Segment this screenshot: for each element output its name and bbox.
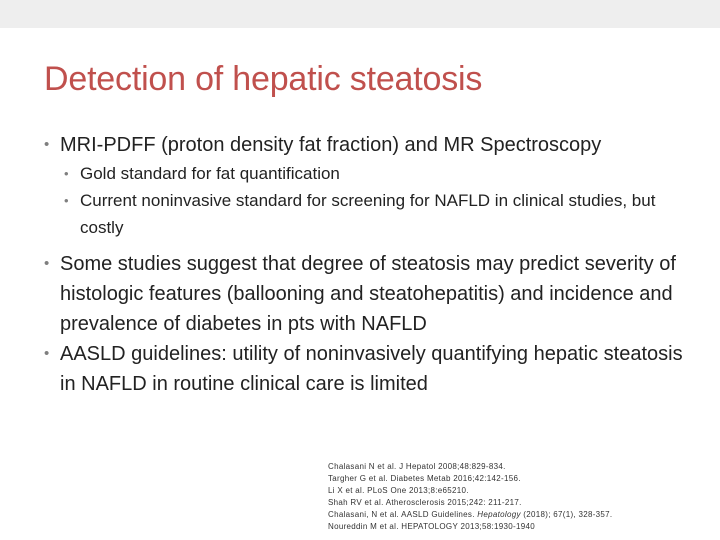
sub-bullet-gold-standard	[64, 160, 684, 187]
bullet-studies-suggest	[44, 249, 684, 339]
reference-citation: (2018); 67(1), 328-357.	[520, 510, 613, 519]
reference-journal: Hepatology	[477, 510, 521, 519]
bullet-text: MRI-PDFF (proton density fat fraction) and MR Spectroscopy	[60, 134, 602, 156]
bullet-list	[44, 133, 684, 399]
bullet-aasld-guidelines	[44, 339, 684, 399]
reference-item: Shah RV et al. Atherosclerosis 2015;242: 211-217.	[328, 498, 522, 507]
bullet-mri-pdff	[44, 133, 684, 157]
reference-item: Chalasani N et al. J Hepatol 2008;48:829-834.	[328, 462, 506, 471]
sub-bullet-text: Gold standard for fat quantification	[80, 164, 340, 183]
slide-title: Detection of hepatic steatosis	[44, 60, 483, 98]
sub-bullet-text: Current noninvasive standard for screening for NAFLD in clinical studies, but costly	[80, 191, 656, 237]
bullet-text: Some studies suggest that degree of steatosis may predict severity of histologic features (ballooning and steatohepatitis) and incidence and prevalence of diabetes in pts with NAFLD	[60, 253, 676, 335]
sub-bullet-noninvasive-standard	[64, 187, 684, 241]
reference-item	[328, 509, 612, 521]
bullet-dot-icon: •	[44, 255, 50, 272]
reference-item: Targher G et al. Diabetes Metab 2016;42:142-156.	[328, 474, 521, 483]
bullet-text: AASLD guidelines: utility of noninvasively quantifying hepatic steatosis in NAFLD in routine clinical care is limited	[60, 343, 683, 395]
reference-item: Li X et al. PLoS One 2013;8:e65210.	[328, 486, 469, 495]
top-band	[0, 0, 720, 28]
reference-item: Noureddin M et al. HEPATOLOGY 2013;58:1930-1940	[328, 522, 535, 531]
bullet-dot-icon: •	[64, 193, 69, 208]
bullet-dot-icon: •	[64, 166, 69, 181]
bullet-dot-icon: •	[44, 136, 50, 153]
reference-authors: Chalasani, N et al. AASLD Guidelines.	[328, 510, 478, 519]
bullet-dot-icon: •	[44, 345, 50, 362]
references	[328, 461, 612, 533]
